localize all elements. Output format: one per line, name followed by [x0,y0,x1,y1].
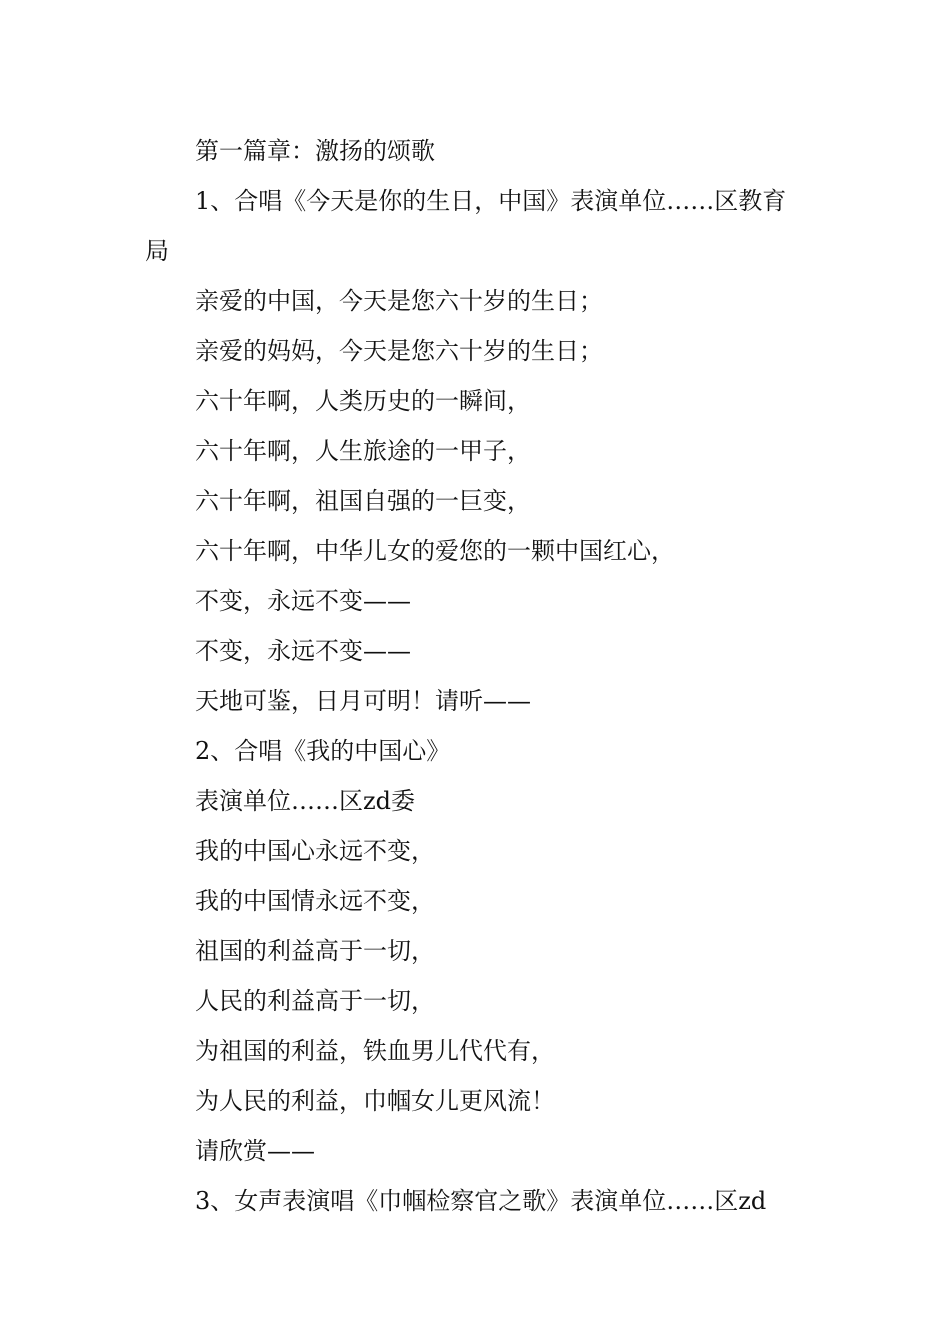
poem-line: 六十年啊，人生旅途的一甲子， [195,437,531,465]
poem-line: 天地可鉴，日月可明！请听—— [195,687,531,715]
poem-line: 祖国的利益高于一切， [195,937,435,965]
poem-line: 六十年啊，祖国自强的一巨变， [195,487,531,515]
document-body [145,126,810,1226]
poem-line: 不变，永远不变—— [195,587,411,615]
poem-line: 不变，永远不变—— [195,637,411,665]
program-item-1: 1、合唱《今天是你的生日，中国》表演单位……区教育局 [145,187,787,265]
poem-line: 六十年啊，人类历史的一瞬间， [195,387,531,415]
performer-line: 表演单位……区zd委 [195,787,416,815]
poem-line: 亲爱的妈妈，今天是您六十岁的生日； [195,337,603,365]
poem-line: 人民的利益高于一切， [195,987,435,1015]
program-item-2: 2、合唱《我的中国心》 [195,737,451,765]
poem-line: 为人民的利益，巾帼女儿更风流！ [195,1087,555,1115]
poem-line: 六十年啊，中华儿女的爱您的一颗中国红心， [195,537,675,565]
poem-line: 我的中国心永远不变， [195,837,435,865]
poem-line: 亲爱的中国，今天是您六十岁的生日； [195,287,603,315]
program-item-3: 3、女声表演唱《巾帼检察官之歌》表演单位……区zd [195,1187,767,1215]
chapter-heading: 第一篇章：激扬的颂歌 [195,137,435,165]
poem-line: 我的中国情永远不变， [195,887,435,915]
poem-line: 为祖国的利益，铁血男儿代代有， [195,1037,555,1065]
poem-line: 请欣赏—— [195,1137,315,1165]
